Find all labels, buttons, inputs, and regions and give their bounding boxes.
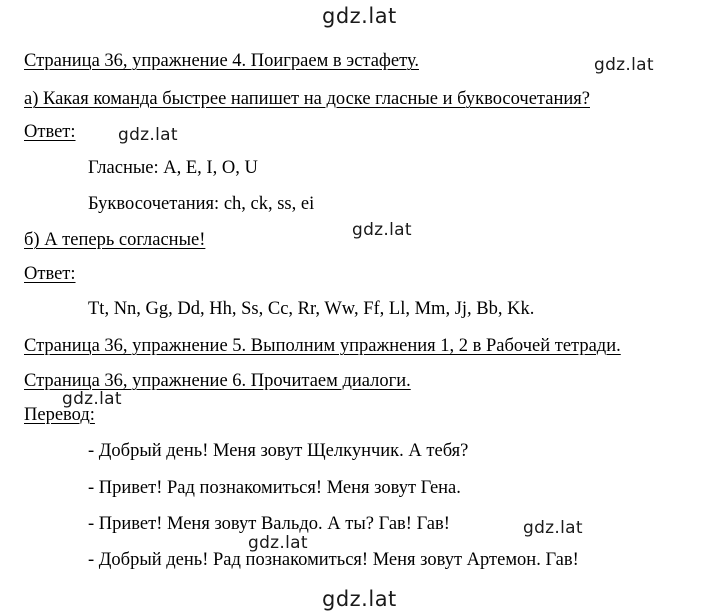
watermark: gdz.lat bbox=[62, 389, 122, 409]
dialog-line: - Привет! Рад познакомиться! Меня зовут Гена. bbox=[88, 478, 461, 498]
watermark: gdz.lat bbox=[523, 518, 583, 538]
watermark: gdz.lat bbox=[118, 125, 178, 145]
exercise-6-heading: Страница 36, упражнение 6. Прочитаем диалоги. bbox=[24, 371, 411, 391]
dialog-line: - Привет! Меня зовут Вальдо. А ты? Гав! Гав! bbox=[88, 514, 450, 534]
dialog-line: - Добрый день! Меня зовут Щелкунчик. А тебя? bbox=[88, 441, 469, 461]
consonants-answer: Tt, Nn, Gg, Dd, Hh, Ss, Cc, Rr, Ww, Ff, Ll, Mm, Jj, Bb, Kk. bbox=[88, 299, 535, 319]
watermark: gdz.lat bbox=[322, 587, 397, 611]
watermark: gdz.lat bbox=[322, 4, 397, 28]
exercise-4a-question: а) Какая команда быстрее напишет на доске гласные и буквосочетания? bbox=[24, 89, 590, 109]
watermark: gdz.lat bbox=[248, 533, 308, 553]
exercise-4b-question: б) А теперь согласные! bbox=[24, 230, 206, 250]
answer-label: Ответ: bbox=[24, 264, 76, 284]
exercise-4-heading: Страница 36, упражнение 4. Поиграем в эстафету. bbox=[24, 51, 419, 71]
answer-label: Ответ: bbox=[24, 122, 76, 142]
vowels-answer: Гласные: A, E, I, O, U bbox=[88, 158, 258, 178]
watermark: gdz.lat bbox=[352, 220, 412, 240]
watermark: gdz.lat bbox=[594, 55, 654, 75]
exercise-5-heading: Страница 36, упражнение 5. Выполним упражнения 1, 2 в Рабочей тетради. bbox=[24, 336, 621, 356]
dialog-line: - Добрый день! Рад познакомиться! Меня зовут Артемон. Гав! bbox=[88, 550, 579, 570]
translation-label: Перевод: bbox=[24, 405, 95, 425]
letter-combinations-answer: Буквосочетания: ch, ck, ss, ei bbox=[88, 194, 315, 214]
